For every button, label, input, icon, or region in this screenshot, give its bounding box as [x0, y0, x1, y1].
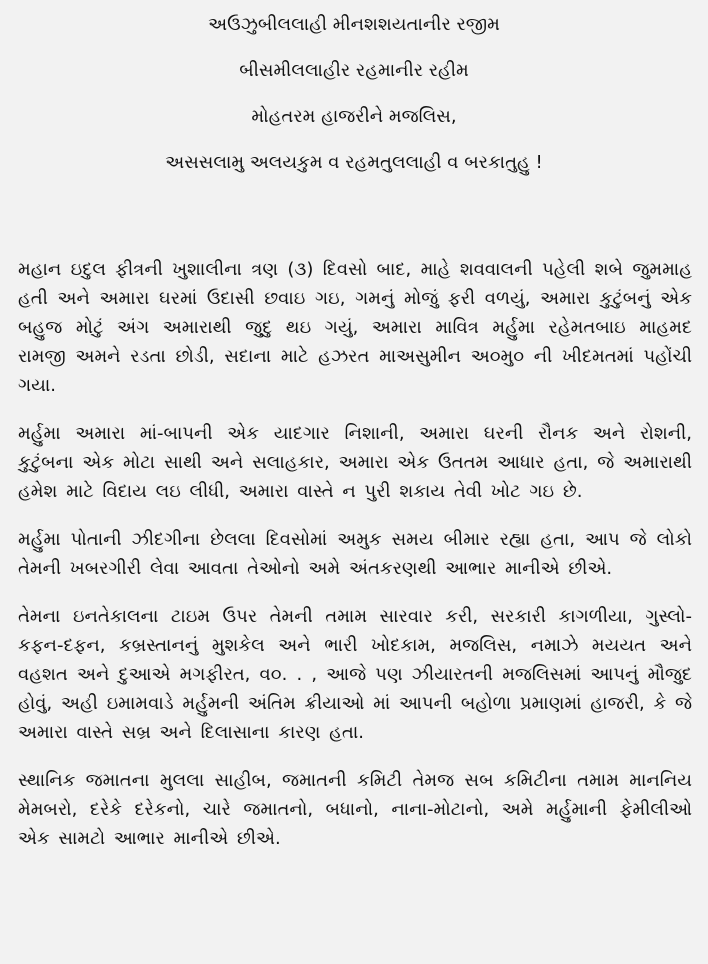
header-line-address: મોહતરમ હાજરીને મજલિસ,	[251, 106, 457, 127]
header-line-taawwuz: અઉઝુબીલલાહી મીનશશયતાનીર રજીમ	[208, 14, 500, 35]
paragraph-remembrance: મર્હુમા અમારા માં-બાપની એક યાદગાર નિશાની, અમારા ઘરની રૌનક અને રોશની, કુટુંબના એક મોટા સાથી અને સલાહકાર, અમારા એક ઉતતમ આધાર હતા, જે અમારાથી હમેશ માટે વિદાય લઇ લીધી, અમારા વાસ્તે ન પુરી શકાય તેવી ખોટ ગઇ છે.	[18, 423, 692, 502]
paragraph-thanks-arrangements: તેમના ઇનતેકાલના ટાઇમ ઉપર તેમની તમામ સારવાર કરી, સરકારી કાગળીયા, ગુસ્લો-કફન-દફન, કબ્રસ્તાનનું મુશકેલ અને ભારી ખોદકામ, મજલિસ, નમાઝે મયયત અને વહશત અને દુઆએ મગફીરત, વ૦. . , આજે પણ ઝીયારતની મજલિસમાં આપનું મૌજુદ હોવું, અહી ઇમામવાડે મર્હુમની અંતિમ ક્રીયાઓ માં આપની બહોળા પ્રમાણમાં હાજરી, કે જે અમારા વાસ્તે સબ્ર અને દિલાસાના કારણ હતા.	[18, 606, 692, 743]
document-body	[18, 255, 692, 872]
paragraph-announcement: મહાન ઇદુલ ફીત્રની ખુશાલીના ત્રણ (૩) દિવસો બાદ, માહે શવવાલની પહેલી શબે જુમમાહ હતી અને અમારા ઘરમાં ઉદાસી છવાઇ ગઇ, ગમનું મોજું ફરી વળયું, અમારા કુટુંબનું એક બહુજ મોટું અંગ અમારાથી જુદુ થઇ ગયું, અમારા માવિત્ર મર્હુમા રહેમતબાઇ માહમદ રામજી અમને રડતા છોડી, સદાના માટે હઝરત માઅસુમીન અ૦મુ૦ ની ખીદમતમાં પહોંચી ગયા.	[18, 259, 692, 396]
document-header	[0, 14, 708, 198]
header-line-bismillah: બીસમીલલાહીર રહમાનીર રહીમ	[239, 60, 469, 81]
header-line-salutation: અસસલામુ અલયકુમ વ રહમતુલલાહી વ બરકાતુહુ !	[165, 152, 543, 173]
paragraph-thanks-visitors: મર્હુમા પોતાની ઝીદગીના છેલલા દિવસોમાં અમુક સમય બીમાર રહ્યા હતા, આપ જે લોકો તેમની ખબરગીરી લેવા આવતા તેઓનો અમે અંતકરણથી આભાર માનીએ છીએ.	[18, 529, 692, 579]
paragraph-thanks-community: સ્થાનિક જમાતના મુલલા સાહીબ, જમાતની કમિટી તેમજ સબ કમિટીના તમામ માનનિય મેમબરો, દરેકે દરેકનો, ચારે જમાતનો, બધાનો, નાના-મોટાનો, અમે મર્હુમાની ફેમીલીઓ એક સામટો આભાર માનીએ છીએ.	[18, 770, 692, 849]
